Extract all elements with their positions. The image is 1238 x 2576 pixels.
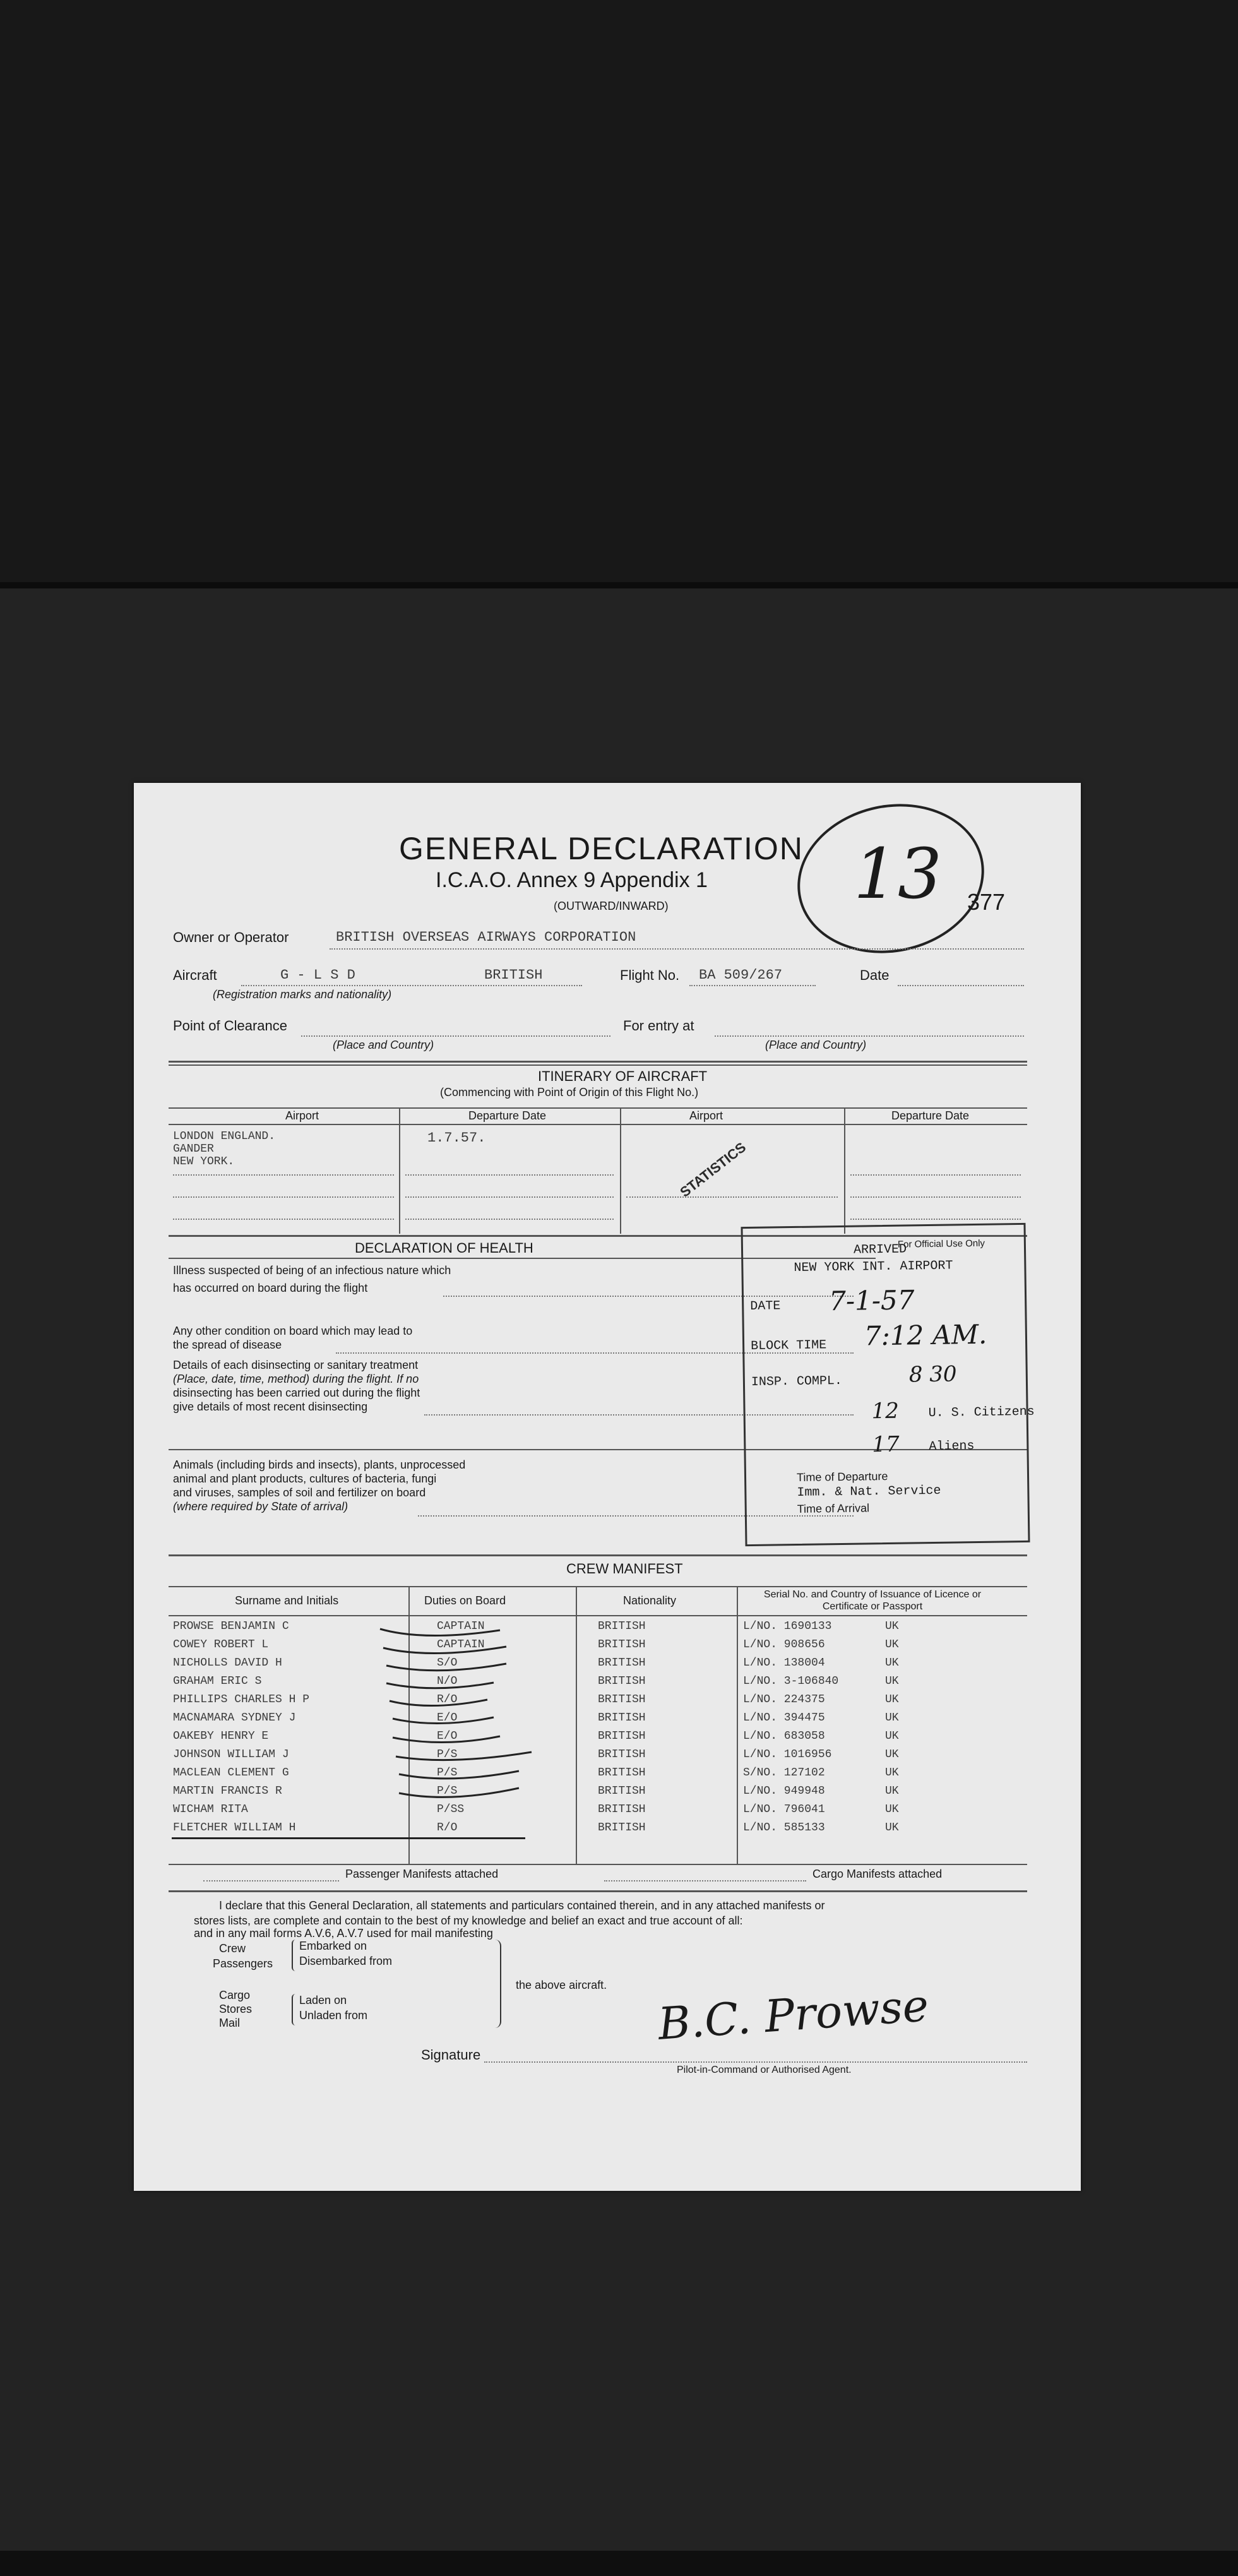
crew-nationality: BRITISH (598, 1620, 646, 1633)
itinerary-row-line-3 (173, 1219, 394, 1220)
passenger-manifest-line (203, 1880, 339, 1881)
crew-row (134, 1691, 1081, 1709)
handwritten-tick-marks (374, 1623, 563, 1844)
crew-country: UK (885, 1730, 899, 1743)
flight-number: BA 509/267 (699, 967, 783, 983)
declaration-passengers: Passengers (213, 1957, 273, 1970)
cargo-manifests-label: Cargo Manifests attached (812, 1868, 943, 1880)
crew-name: COWEY ROBERT L (173, 1638, 269, 1651)
declaration-brace-2 (292, 1994, 299, 2025)
itinerary-airport-1: LONDON ENGLAND. (173, 1130, 276, 1143)
crew-row (134, 1764, 1081, 1782)
arrival-stamp-aliens-label: Aliens (929, 1439, 975, 1455)
date-label: Date (860, 967, 890, 983)
health-q4-line4: (where required by State of arrival) (173, 1500, 348, 1513)
arrival-stamp-arrived: ARRIVED (853, 1242, 907, 1258)
signature-value: B.C. Prowse (656, 1979, 931, 2050)
crew-serial: L/NO. 3-106840 (743, 1675, 839, 1688)
entry-line (715, 1035, 1024, 1037)
crew-col-duties: Duties on Board (424, 1594, 506, 1607)
crew-duty: R/O (437, 1822, 458, 1834)
arrival-stamp-departure-label: Time of Departure (796, 1469, 888, 1484)
arrival-stamp-date-label: DATE (750, 1299, 781, 1314)
itinerary-row-line-9 (850, 1196, 1021, 1198)
page-number: 377 (967, 889, 1006, 915)
crew-duty: CAPTAIN (437, 1620, 485, 1633)
crew-name: JOHNSON WILLIAM J (173, 1748, 289, 1761)
health-q3-line1: Details of each disinsecting or sanitary treatment (173, 1359, 419, 1371)
crew-country: UK (885, 1657, 899, 1669)
health-title: DECLARATION OF HEALTH (355, 1240, 533, 1256)
aircraft-nationality: BRITISH (484, 967, 543, 983)
crew-strike-line (172, 1837, 525, 1839)
crew-nationality: BRITISH (598, 1803, 646, 1816)
declaration-line2: stores lists, are complete and contain to the best of my knowledge and belief an exact and true account of all: (194, 1914, 743, 1927)
statistics-stamp: STATISTICS (677, 1139, 749, 1200)
itinerary-title: ITINERARY OF AIRCRAFT (538, 1068, 708, 1084)
health-q1-line2: has occurred on board during the flight (173, 1282, 368, 1294)
crew-row (134, 1801, 1081, 1819)
crew-serial: L/NO. 585133 (743, 1822, 825, 1834)
arrival-stamp-block-value: 7:12 AM. (864, 1318, 987, 1352)
crew-nationality: BRITISH (598, 1638, 646, 1651)
crew-nationality: BRITISH (598, 1767, 646, 1779)
itinerary-row-line-6 (405, 1219, 614, 1220)
crew-rule-top (169, 1554, 1027, 1556)
health-q3-line2: (Place, date, time, method) during the flight. If no (173, 1373, 419, 1385)
declaration-above-aircraft: the above aircraft. (516, 1979, 607, 1991)
arrival-stamp-insp-value: 8 30 (908, 1361, 957, 1388)
crew-nationality: BRITISH (598, 1675, 646, 1688)
date-line (898, 985, 1024, 986)
owner-label: Owner or Operator (173, 929, 289, 945)
crew-duty: P/S (437, 1785, 458, 1798)
crew-serial: L/NO. 796041 (743, 1803, 825, 1816)
arrival-stamp-block-label: BLOCK TIME (750, 1338, 827, 1354)
scan-divider (0, 582, 1238, 588)
itinerary-divider-3 (844, 1107, 845, 1234)
crew-name: GRAHAM ERIC S (173, 1675, 262, 1688)
arrival-stamp-citizens-label: U. S. Citizens (928, 1404, 1035, 1421)
aircraft-line (241, 985, 582, 986)
scan-background-top (0, 0, 1238, 587)
itinerary-airport-3: NEW YORK. (173, 1155, 235, 1168)
crew-duty: S/O (437, 1657, 458, 1669)
itinerary-header-top (169, 1107, 1027, 1109)
crew-col-name: Surname and Initials (235, 1594, 339, 1607)
crew-nationality: BRITISH (598, 1822, 646, 1834)
itinerary-rule-top (169, 1061, 1027, 1063)
arrival-stamp-aliens-value: 17 (872, 1431, 900, 1458)
declaration-line3: and in any mail forms A.V.6, A.V.7 used for mail manifesting (194, 1927, 493, 1940)
crew-serial: L/NO. 683058 (743, 1730, 825, 1743)
crew-name: OAKEBY HENRY E (173, 1730, 269, 1743)
crew-nationality: BRITISH (598, 1712, 646, 1724)
itinerary-row-line-8 (850, 1174, 1021, 1176)
itinerary-divider-1 (399, 1107, 400, 1234)
itinerary-col-airport2: Airport (689, 1109, 723, 1122)
crew-duty: CAPTAIN (437, 1638, 485, 1651)
itinerary-row-line-5 (405, 1196, 614, 1198)
crew-name: PROWSE BENJAMIN C (173, 1620, 289, 1633)
crew-col-nationality: Nationality (623, 1594, 677, 1607)
crew-name: MARTIN FRANCIS R (173, 1785, 282, 1798)
crew-row (134, 1636, 1081, 1654)
arrival-stamp-airport: NEW YORK INT. AIRPORT (794, 1258, 953, 1276)
signature-line (484, 2061, 1027, 2063)
declaration-unladen: Unladen from (299, 2009, 368, 2022)
arrival-stamp-service-label: Imm. & Nat. Service (797, 1483, 941, 1500)
document-title: GENERAL DECLARATION (399, 831, 804, 866)
arrival-stamp-insp-label: INSP. COMPL. (751, 1373, 843, 1390)
crew-duty: P/SS (437, 1803, 465, 1816)
itinerary-row-line-7 (626, 1196, 838, 1198)
crew-duty: R/O (437, 1693, 458, 1706)
itinerary-departure-date: 1.7.57. (427, 1130, 486, 1146)
direction-label: (OUTWARD/INWARD) (554, 900, 669, 912)
arrival-stamp-date-value: 7-1-57 (828, 1284, 915, 1317)
crew-nationality: BRITISH (598, 1730, 646, 1743)
crew-serial: S/NO. 127102 (743, 1767, 825, 1779)
crew-serial: L/NO. 224375 (743, 1693, 825, 1706)
health-q3-line3: disinsecting has been carried out during the flight (173, 1386, 420, 1399)
point-of-clearance-label: Point of Clearance (173, 1018, 287, 1034)
itinerary-divider-2 (620, 1107, 621, 1234)
declaration-embarked: Embarked on (299, 1940, 367, 1952)
arrival-stamp-official: For Official Use Only (897, 1237, 985, 1250)
crew-row (134, 1782, 1081, 1801)
flight-line (689, 985, 816, 986)
health-q4-line2: animal and plant products, cultures of bacteria, fungi (173, 1472, 437, 1485)
itinerary-subtitle: (Commencing with Point of Origin of this Flight No.) (440, 1086, 699, 1099)
crew-nationality: BRITISH (598, 1785, 646, 1798)
declaration-stores: Stores (219, 2003, 253, 2015)
declaration-brace-big (494, 1940, 501, 2028)
declaration-mail: Mail (219, 2017, 241, 2029)
crew-name: WICHAM RITA (173, 1803, 248, 1816)
crew-country: UK (885, 1803, 899, 1816)
scan-background-bottom (0, 2551, 1238, 2576)
owner-value: BRITISH OVERSEAS AIRWAYS CORPORATION (336, 929, 636, 945)
itinerary-col-departure2: Departure Date (891, 1109, 970, 1122)
crew-title: CREW MANIFEST (566, 1561, 683, 1577)
arrival-stamp-box (741, 1223, 1035, 1546)
crew-duty: E/O (437, 1712, 458, 1724)
crew-row (134, 1654, 1081, 1673)
declaration-cargo: Cargo (219, 1989, 251, 2001)
crew-row (134, 1618, 1081, 1636)
crew-name: NICHOLLS DAVID H (173, 1657, 282, 1669)
general-declaration-document (134, 783, 1081, 2191)
crew-header-top (169, 1586, 1027, 1587)
itinerary-col-departure: Departure Date (468, 1109, 547, 1122)
itinerary-row-line-4 (405, 1174, 614, 1176)
crew-duty: E/O (437, 1730, 458, 1743)
crew-name: FLETCHER WILLIAM H (173, 1822, 296, 1834)
health-q3-line4: give details of most recent disinsecting (173, 1400, 368, 1413)
circled-number: 13 (854, 833, 942, 914)
crew-country: UK (885, 1675, 899, 1688)
itinerary-row-line-1 (173, 1174, 394, 1176)
crew-serial: L/NO. 908656 (743, 1638, 825, 1651)
document-subtitle: I.C.A.O. Annex 9 Appendix 1 (436, 868, 708, 892)
crew-serial: L/NO. 949948 (743, 1785, 825, 1798)
crew-country: UK (885, 1822, 899, 1834)
itinerary-row-line-10 (850, 1219, 1021, 1220)
aircraft-registration: G - L S D (280, 967, 355, 983)
clearance-hint: (Place and Country) (333, 1039, 434, 1051)
crew-country: UK (885, 1638, 899, 1651)
entry-label: For entry at (623, 1018, 694, 1034)
flight-label: Flight No. (620, 967, 680, 983)
crew-header-bottom (169, 1615, 1027, 1616)
crew-country: UK (885, 1767, 899, 1779)
crew-rule-bottom (169, 1864, 1027, 1865)
declaration-crew: Crew (219, 1942, 246, 1955)
cargo-manifest-line (604, 1880, 806, 1881)
health-q4-line1: Animals (including birds and insects), plants, unprocessed (173, 1458, 466, 1471)
crew-duty: P/S (437, 1767, 458, 1779)
crew-col-serial: Serial No. and Country of Issuance of Licence or Certificate or Passport (763, 1589, 982, 1612)
crew-serial: L/NO. 1016956 (743, 1748, 832, 1761)
crew-country: UK (885, 1620, 899, 1633)
health-q4-line3: and viruses, samples of soil and fertilizer on board (173, 1486, 426, 1499)
crew-country: UK (885, 1712, 899, 1724)
health-q2-line2: the spread of disease (173, 1339, 282, 1351)
crew-duty: P/S (437, 1748, 458, 1761)
owner-line (330, 948, 1024, 950)
health-q1-line1: Illness suspected of being of an infectious nature which (173, 1264, 451, 1277)
crew-serial: L/NO. 1690133 (743, 1620, 832, 1633)
itinerary-airport-2: GANDER (173, 1143, 214, 1155)
itinerary-row-line-2 (173, 1196, 394, 1198)
itinerary-rule-top2 (169, 1064, 1027, 1066)
signature-label: Signature (421, 2047, 481, 2063)
declaration-rule (169, 1890, 1027, 1892)
declaration-brace-1 (292, 1940, 299, 1971)
crew-country: UK (885, 1748, 899, 1761)
crew-row (134, 1709, 1081, 1727)
pilot-label: Pilot-in-Command or Authorised Agent. (677, 2065, 852, 2075)
arrival-stamp-arrival-label: Time of Arrival (797, 1501, 870, 1515)
crew-nationality: BRITISH (598, 1748, 646, 1761)
declaration-laden: Laden on (299, 1994, 347, 2007)
clearance-line (301, 1035, 610, 1037)
crew-serial: L/NO. 138004 (743, 1657, 825, 1669)
passenger-manifests-label: Passenger Manifests attached (345, 1868, 499, 1880)
crew-duty: N/O (437, 1675, 458, 1688)
crew-nationality: BRITISH (598, 1693, 646, 1706)
crew-name: MACNAMARA SYDNEY J (173, 1712, 296, 1724)
crew-row (134, 1727, 1081, 1746)
crew-country: UK (885, 1693, 899, 1706)
entry-hint: (Place and Country) (765, 1039, 867, 1051)
crew-nationality: BRITISH (598, 1657, 646, 1669)
itinerary-col-airport: Airport (285, 1109, 319, 1122)
arrival-stamp-citizens-value: 12 (871, 1398, 900, 1424)
crew-row (134, 1673, 1081, 1691)
crew-rows (134, 1618, 1081, 1857)
crew-row (134, 1746, 1081, 1764)
registration-hint: (Registration marks and nationality) (213, 988, 392, 1001)
crew-name: MACLEAN CLEMENT G (173, 1767, 289, 1779)
aircraft-label: Aircraft (173, 967, 217, 983)
declaration-line1: I declare that this General Declaration, all statements and particulars contained therein, and in any attached manifests or (219, 1899, 825, 1912)
crew-country: UK (885, 1785, 899, 1798)
crew-row (134, 1819, 1081, 1837)
declaration-disembarked: Disembarked from (299, 1955, 393, 1967)
crew-name: PHILLIPS CHARLES H P (173, 1693, 310, 1706)
health-q2-line1: Any other condition on board which may lead to (173, 1325, 413, 1337)
crew-serial: L/NO. 394475 (743, 1712, 825, 1724)
itinerary-header-bottom (169, 1124, 1027, 1125)
